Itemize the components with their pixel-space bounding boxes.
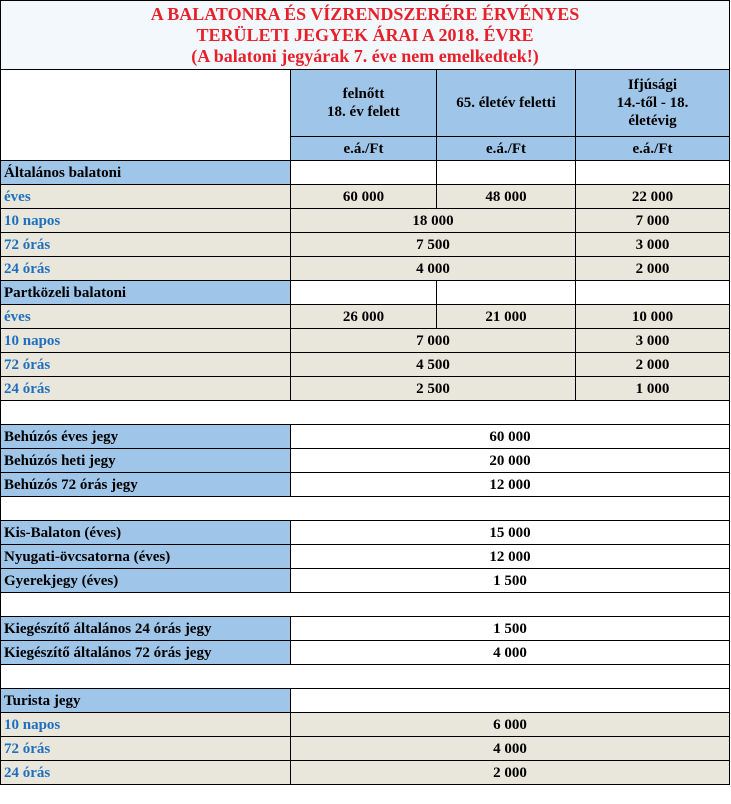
price-youth: 7 000 [576, 209, 730, 233]
table-row [1, 185, 730, 209]
price-all: 4 000 [291, 737, 730, 761]
empty-cell [576, 161, 730, 185]
table-row [1, 737, 730, 761]
price-adult: 60 000 [291, 185, 437, 209]
title-line-2: TERÜLETI JEGYEK ÁRAI A 2018. ÉVRE [196, 25, 534, 45]
row-label: Behúzós éves jegy [1, 425, 291, 449]
price-youth: 1 000 [576, 377, 730, 401]
row-label: 24 órás [1, 377, 291, 401]
table-row [1, 545, 730, 569]
row-label: Gyerekjegy (éves) [1, 569, 291, 593]
price-adult-senior: 18 000 [291, 209, 576, 233]
price-all: 12 000 [291, 473, 730, 497]
youth-header-line-3: életévig [628, 113, 677, 129]
price-adult-senior: 2 500 [291, 377, 576, 401]
row-label: éves [1, 305, 291, 329]
column-header-adult [291, 70, 437, 137]
empty-cell [437, 161, 576, 185]
table-row [1, 353, 730, 377]
section-header-row [1, 161, 730, 185]
empty-cell [291, 689, 730, 713]
table-row [1, 377, 730, 401]
unit-adult: e.á./Ft [291, 137, 437, 161]
row-label: 24 órás [1, 761, 291, 785]
table-row [1, 521, 730, 545]
price-all: 60 000 [291, 425, 730, 449]
price-youth: 3 000 [576, 233, 730, 257]
title-line-3: (A balatoni jegyárak 7. éve nem emelkedtek!) [191, 46, 539, 66]
adult-header-line-1: felnőtt [342, 86, 385, 102]
row-label: Behúzós 72 órás jegy [1, 473, 291, 497]
page-title [1, 1, 730, 70]
row-label: 72 órás [1, 233, 291, 257]
price-senior: 48 000 [437, 185, 576, 209]
price-all: 12 000 [291, 545, 730, 569]
table-row [1, 305, 730, 329]
empty-cell [576, 281, 730, 305]
price-adult: 26 000 [291, 305, 437, 329]
row-label: 10 napos [1, 713, 291, 737]
price-adult-senior: 4 500 [291, 353, 576, 377]
price-youth: 3 000 [576, 329, 730, 353]
section-header-general: Általános balatoni [1, 161, 291, 185]
price-all: 1 500 [291, 617, 730, 641]
table-row [1, 617, 730, 641]
column-header-row [1, 70, 730, 137]
header-empty-cell [1, 70, 291, 161]
price-all: 1 500 [291, 569, 730, 593]
spacer-cell [1, 497, 730, 521]
unit-youth: e.á./Ft [576, 137, 730, 161]
price-youth: 2 000 [576, 353, 730, 377]
spacer-row [1, 665, 730, 689]
row-label: Kiegészítő általános 24 órás jegy [1, 617, 291, 641]
spacer-cell [1, 401, 730, 425]
price-youth: 22 000 [576, 185, 730, 209]
row-label: 24 órás [1, 257, 291, 281]
table-row [1, 329, 730, 353]
section-header-tourist: Turista jegy [1, 689, 291, 713]
spacer-row [1, 497, 730, 521]
row-label: 10 napos [1, 209, 291, 233]
table-row [1, 209, 730, 233]
price-all: 2 000 [291, 761, 730, 785]
price-adult-senior: 4 000 [291, 257, 576, 281]
table-row [1, 425, 730, 449]
senior-header-line: 65. életév feletti [456, 95, 556, 111]
column-header-senior [437, 70, 576, 137]
row-label: éves [1, 185, 291, 209]
table-row [1, 761, 730, 785]
spacer-cell [1, 593, 730, 617]
row-label: 72 órás [1, 737, 291, 761]
price-adult-senior: 7 000 [291, 329, 576, 353]
row-label: Kis-Balaton (éves) [1, 521, 291, 545]
empty-cell [291, 161, 437, 185]
table-row [1, 641, 730, 665]
price-all: 20 000 [291, 449, 730, 473]
section-header-row [1, 689, 730, 713]
empty-cell [437, 281, 576, 305]
row-label: Kiegészítő általános 72 órás jegy [1, 641, 291, 665]
table-row [1, 257, 730, 281]
table-row [1, 233, 730, 257]
title-line-1: A BALATONRA ÉS VÍZRENDSZERÉRE ÉRVÉNYES [150, 4, 580, 24]
price-youth: 2 000 [576, 257, 730, 281]
price-all: 4 000 [291, 641, 730, 665]
section-header-row [1, 281, 730, 305]
unit-senior: e.á./Ft [437, 137, 576, 161]
section-header-shore: Partközeli balatoni [1, 281, 291, 305]
price-senior: 21 000 [437, 305, 576, 329]
price-all: 15 000 [291, 521, 730, 545]
spacer-row [1, 593, 730, 617]
price-youth: 10 000 [576, 305, 730, 329]
price-adult-senior: 7 500 [291, 233, 576, 257]
row-label: 10 napos [1, 329, 291, 353]
youth-header-line-1: Ifjúsági [627, 77, 678, 93]
title-row [1, 1, 730, 70]
row-label: Nyugati-övcsatorna (éves) [1, 545, 291, 569]
table-row [1, 713, 730, 737]
youth-header-line-2: 14.-től - 18. [616, 95, 689, 111]
row-label: 72 órás [1, 353, 291, 377]
empty-cell [291, 281, 437, 305]
adult-header-line-2: 18. év felett [327, 104, 400, 120]
table-row [1, 449, 730, 473]
price-all: 6 000 [291, 713, 730, 737]
spacer-cell [1, 665, 730, 689]
column-header-youth [576, 70, 730, 137]
spacer-row [1, 401, 730, 425]
table-row [1, 569, 730, 593]
row-label: Behúzós heti jegy [1, 449, 291, 473]
table-row [1, 473, 730, 497]
